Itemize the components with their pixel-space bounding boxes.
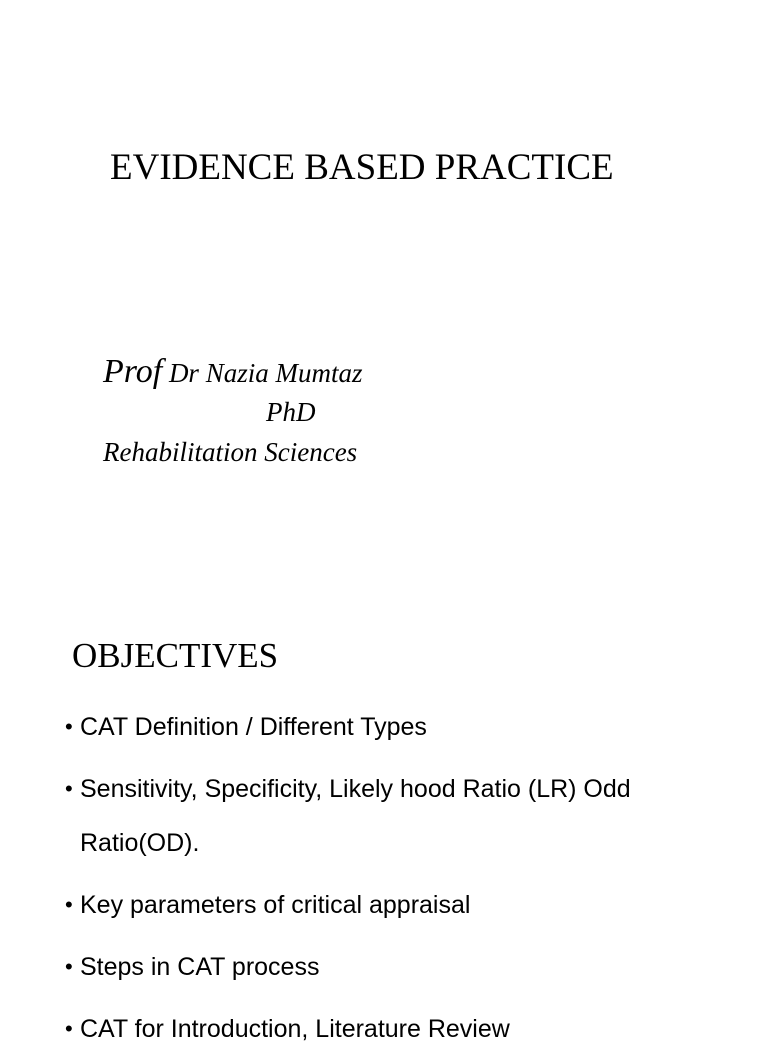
objective-text: Sensitivity, Specificity, Likely hood Ratio (LR) Odd Ratio(OD). (80, 775, 631, 857)
bullet-icon: • (65, 954, 73, 979)
bullet-icon: • (65, 892, 73, 917)
objective-item (65, 878, 745, 932)
objectives-list (65, 700, 745, 1064)
objective-text: Steps in CAT process (80, 953, 320, 981)
bullet-icon: • (65, 714, 73, 739)
objective-item (65, 762, 745, 870)
author-prefix: Prof (103, 353, 163, 390)
objective-text: Key parameters of critical appraisal (80, 891, 471, 919)
objective-text: CAT for Introduction, Literature Review (80, 1015, 510, 1043)
objectives-heading: OBJECTIVES (72, 636, 279, 675)
objective-text: CAT Definition / Different Types (80, 713, 427, 741)
slide-title: EVIDENCE BASED PRACTICE (110, 147, 614, 188)
bullet-icon: • (65, 776, 73, 801)
author-name: Dr Nazia Mumtaz (162, 358, 363, 388)
objective-item (65, 1002, 745, 1056)
bullet-icon: • (65, 1016, 73, 1041)
author-block (103, 352, 362, 472)
objective-item (65, 940, 745, 994)
objective-item (65, 700, 745, 754)
author-line (103, 352, 362, 392)
author-field: Rehabilitation Sciences (103, 437, 358, 467)
author-degree: PhD (266, 397, 316, 427)
